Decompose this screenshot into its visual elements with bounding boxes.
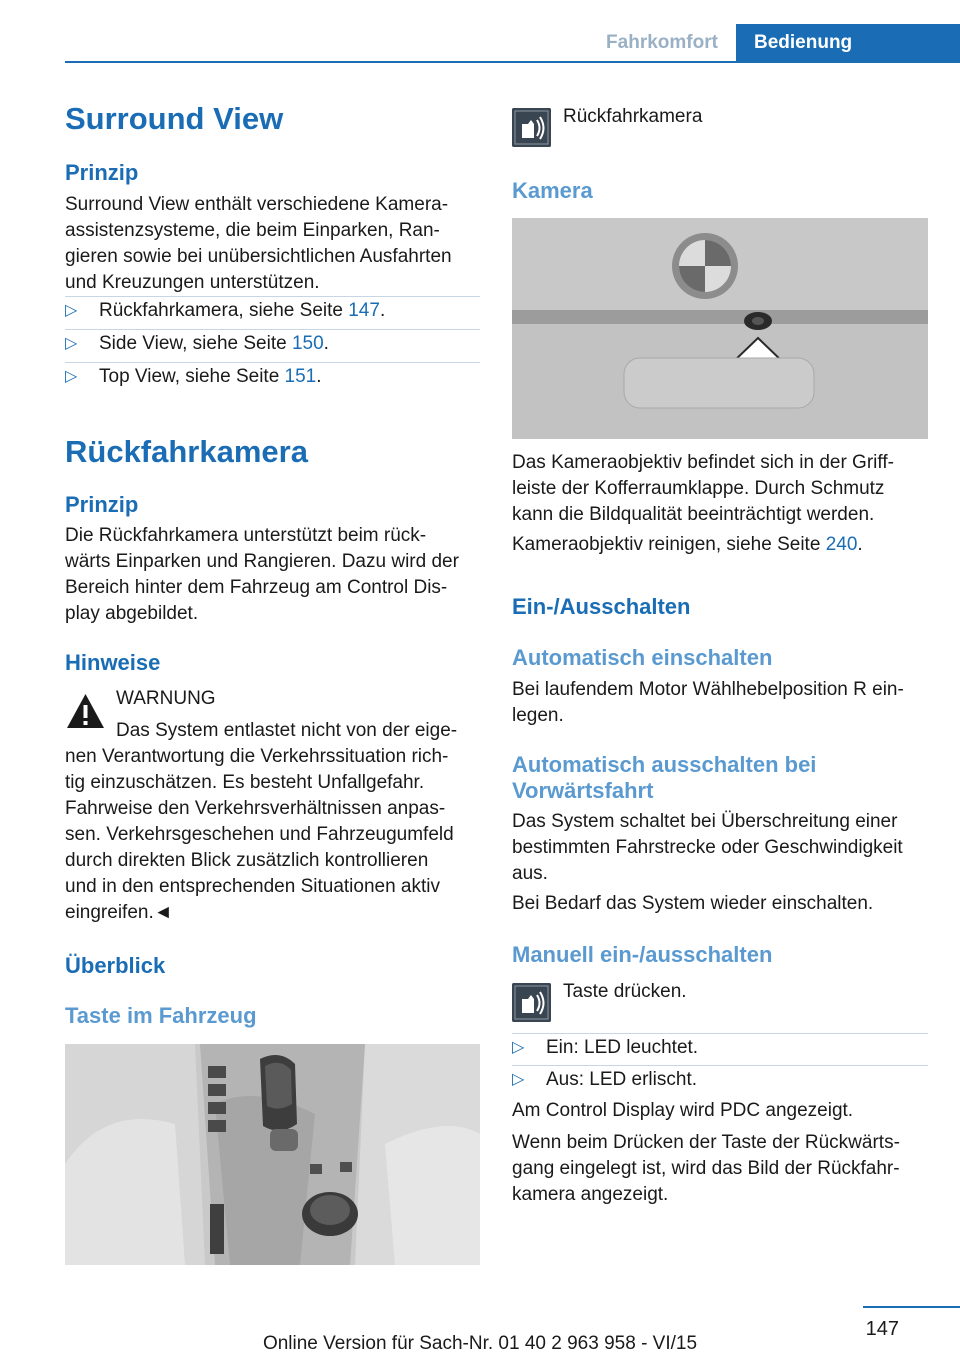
triangle-bullet-icon: ▷ (65, 302, 78, 319)
heading-ein-ausschalten: Ein-/Ausschalten (512, 594, 691, 619)
heading-kamera: Kamera (512, 178, 593, 203)
page-number: 147 (865, 1318, 899, 1340)
heading-manuell: Manuell ein-/ausschalten (512, 942, 773, 967)
header-rule (65, 61, 960, 63)
list-item: ▷ Aus: LED erlischt. (512, 1067, 697, 1093)
triangle-bullet-icon: ▷ (65, 335, 78, 352)
page-link-151[interactable]: 151 (284, 366, 317, 387)
auto-ein-text: Bei laufendem Motor Wählhebelposition R ein- legen. (512, 679, 904, 726)
heading-automatisch-ausschalten: Automatisch ausschalten bei Vorwärtsfahrt (512, 752, 817, 803)
triangle-bullet-icon: ▷ (512, 1071, 525, 1088)
camera-button-icon (512, 983, 551, 1022)
footer-version-text: Online Version für Sach-Nr. 01 40 2 963 958 - VI/15 (262, 1333, 698, 1354)
page-link-240[interactable]: 240 (825, 534, 858, 555)
heading-ueberblick: Überblick (65, 953, 166, 978)
icon-caption: Rückfahrkamera (563, 106, 703, 127)
separator (65, 296, 480, 297)
camera-location-photo (512, 218, 928, 439)
list-item: ▷ Ein: LED leuchtet. (512, 1035, 698, 1061)
triangle-bullet-icon: ▷ (512, 1039, 525, 1056)
auto-aus-text: Das System schaltet bei Überschreitung einer bestimmten Fahrstrecke oder Geschwindigkeit aus. (512, 811, 903, 884)
rueck-text: Wenn beim Drücken der Taste der Rückwärts- gang eingelegt ist, wird das Bild der Rückfahr- kamera angezeigt. (512, 1132, 900, 1205)
heading-prinzip-surround: Prinzip (65, 160, 139, 185)
title-rueckfahrkamera: Rückfahrkamera (65, 434, 308, 469)
camera-button-icon (512, 108, 551, 147)
pdc-text: Am Control Display wird PDC angezeigt. (512, 1100, 854, 1121)
heading-prinzip-rueck: Prinzip (65, 492, 139, 517)
list-item: ▷ Side View, siehe Seite 150. (65, 331, 329, 357)
kamera-text: Das Kameraobjektiv befindet sich in der Griff- leiste der Kofferraumklappe. Durch Schmutz kann die Bildqualität beeinträchtigt werden. (512, 452, 894, 525)
separator (65, 329, 480, 330)
warning-label: WARNUNG (116, 688, 216, 709)
header-chapter-tab: Bedienung (736, 24, 960, 62)
separator (65, 362, 480, 363)
taste-druecken-text: Taste drücken. (563, 981, 687, 1002)
prinzip-rueck-text: Die Rückfahrkamera unterstützt beim rück- wärts Einparken und Rangieren. Dazu wird der Bereich hinter dem Fahrzeug am Control Dis- play abgebildet. (65, 525, 459, 624)
vehicle-interior-photo (65, 1044, 480, 1265)
warning-text: Das System entlastet nicht von der eige- nen Verantwortung die Verkehrssituation rich- tig einzuschätzen. Es besteht Unfallgefahr. Fahrweise den Verkehrsverhältnissen anpas- sen. Verkehrsgeschehen und Fahrzeugumfeld durch direkten Blick zusätzlich kontrollieren und in den entsprechenden Situationen aktiv eingreifen.◄ (65, 720, 458, 923)
list-item: ▷ Rückfahrkamera, siehe Seite 147. (65, 298, 385, 324)
heading-automatisch-einschalten: Automatisch einschalten (512, 645, 773, 670)
prinzip-surround-text: Surround View enthält verschiedene Kamera- assistenzsysteme, die beim Einparken, Ran- gieren sowie bei unübersichtlichen Ausfahrten und Kreuzungen unterstützen. (65, 194, 452, 293)
heading-hinweise: Hinweise (65, 650, 161, 675)
title-surround-view: Surround View (65, 101, 284, 136)
clean-text: Kameraobjektiv reinigen, siehe Seite 240. (512, 534, 863, 555)
header-section-tab: Fahrkomfort (606, 32, 718, 53)
footer-rule (863, 1306, 960, 1308)
separator (512, 1065, 928, 1066)
bedarf-text: Bei Bedarf das System wieder einschalten. (512, 893, 874, 914)
triangle-bullet-icon: ▷ (65, 368, 78, 385)
separator (512, 1033, 928, 1034)
page-link-150[interactable]: 150 (291, 333, 324, 354)
heading-taste-im-fahrzeug: Taste im Fahrzeug (65, 1003, 257, 1028)
list-item: ▷ Top View, siehe Seite 151. (65, 364, 322, 390)
page-link-147[interactable]: 147 (348, 300, 380, 321)
